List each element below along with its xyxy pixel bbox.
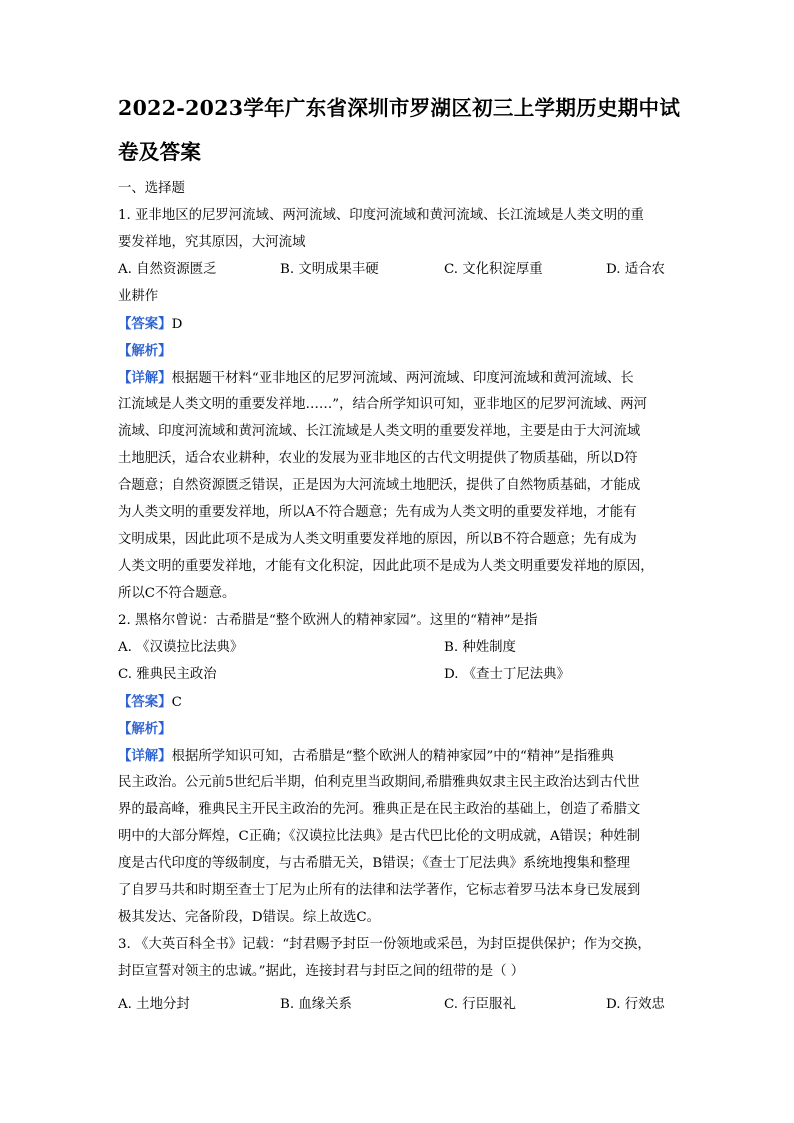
q1-detail-tag: 【详解】 — [118, 370, 172, 386]
q1-option-a: A. 自然资源匮乏 — [118, 262, 217, 277]
q1-detail-text-1: 根据题干材料“亚非地区的尼罗河流域、两河流域、印度河流域和黄河流域、长 — [171, 371, 634, 386]
q3-option-b: B. 血缘关系 — [280, 997, 352, 1012]
q2-stem-line-1: 2. 黑格尔曾说：古希腊是“整个欧洲人的精神家园”。这里的“精神”是指 — [118, 613, 538, 628]
q1-option-b: B. 文明成果丰硬 — [280, 262, 379, 277]
q1-answer-value: D — [171, 317, 183, 332]
q1-stem-line-1: 1. 亚非地区的尼罗河流域、两河流域、印度河流域和黄河流域、长江流域是人类文明的重 — [118, 208, 644, 223]
q3-option-c: C. 行臣服礼 — [444, 997, 516, 1012]
q2-answer-value: C — [171, 695, 182, 710]
q2-analysis-tag: 【解析】 — [118, 721, 172, 737]
q3-stem-line-2: 封臣宣誓对领主的忠诚。”据此，连接封君与封臣之间的纽带的是（ ） — [118, 964, 525, 979]
q2-detail-tag: 【详解】 — [118, 748, 172, 764]
q3-option-d: D. 行效忠 — [606, 997, 665, 1012]
q2-detail-line-7: 极其发达、完备阶段，D错误。综上故选C。 — [118, 910, 381, 925]
q1-answer — [118, 314, 182, 335]
q1-detail-line-8: 人类文明的重要发祥地，才能有文化积淀，因此此项不是成为人类文明重要发祥地的原因， — [118, 559, 654, 574]
q2-option-d: D. 《查士丁尼法典》 — [444, 667, 570, 682]
q1-detail-line-6: 为人类文明的重要发祥地，所以A不符合题意；先有成为人类文明的重要发祥地，才能有 — [118, 505, 637, 520]
q2-detail-line-3: 界的最高峰，雅典民主开民主政治的先河。雅典正是在民主政治的基础上，创造了希腊文 — [118, 802, 641, 817]
q1-analysis-tag: 【解析】 — [118, 343, 172, 359]
q2-option-a: A. 《汉谟拉比法典》 — [118, 640, 244, 655]
q1-detail-line-7: 文明成果，因此此项不是成为人类文明重要发祥地的原因，所以B不符合题意；先有成为 — [118, 532, 637, 547]
q1-stem-line-2: 要发祥地，究其原因，大河流域 — [118, 235, 306, 250]
q1-detail-line-2: 江流域是人类文明的重要发祥地……”，结合所学知识可知，亚非地区的尼罗河流域、两河 — [118, 397, 648, 412]
q1-detail-line-9: 所以C不符合题意。 — [118, 586, 236, 601]
section-heading: 一、选择题 — [118, 181, 185, 196]
q1-answer-tag: 【答案】 — [118, 316, 172, 332]
document-title-line-1: 2022-2023学年广东省深圳市罗湖区初三上学期历史期中试 — [118, 96, 681, 120]
q1-detail-line-5: 合题意；自然资源匮乏错误，正是因为大河流域土地肥沃，提供了自然物质基础，才能成 — [118, 478, 641, 493]
q1-option-c: C. 文化积淀厚重 — [444, 262, 543, 277]
q3-option-a: A. 土地分封 — [118, 997, 190, 1012]
q1-detail-line-1 — [118, 368, 634, 389]
q2-answer — [118, 692, 182, 713]
q1-detail-line-4: 土地肥沃，适合农业耕种，农业的发展为亚非地区的古代文明提供了物质基础，所以D符 — [118, 451, 638, 466]
q2-detail-line-4: 明中的大部分辉煌，C正确；《汉谟拉比法典》是古代巴比伦的文明成就，A错误；种姓制 — [118, 829, 641, 844]
document-title-line-2: 卷及答案 — [118, 140, 202, 164]
q3-stem-line-1: 3. 《大英百科全书》记载：“封君赐予封臣一份领地或采邑，为封臣提供保护；作为交换， — [118, 937, 651, 952]
q1-detail-line-3: 流域、印度河流域和黄河流域、长江流域是人类文明的重要发祥地，主要是由于大河流域 — [118, 424, 641, 439]
q1-option-wrap: 业耕作 — [118, 289, 159, 304]
q2-detail-line-5: 度是古代印度的等级制度，与古希腊无关，B错误；《查士丁尼法典》系统地搜集和整理 — [118, 856, 630, 871]
q2-detail-line-2: 民主政治。公元前5世纪后半期，伯利克里当政期间,希腊雅典奴隶主民主政治达到古代世 — [118, 775, 640, 790]
q2-answer-tag: 【答案】 — [118, 694, 172, 710]
q2-detail-text-1: 根据所学知识可知，古希腊是“整个欧洲人的精神家园”中的“精神”是指雅典 — [171, 749, 615, 764]
q2-detail-line-1 — [118, 746, 614, 767]
q2-option-c: C. 雅典民主政治 — [118, 667, 217, 682]
q2-option-b: B. 种姓制度 — [444, 640, 516, 655]
q2-detail-line-6: 了自罗马共和时期至查士丁尼为止所有的法律和法学著作，它标志着罗马法本身已发展到 — [118, 883, 641, 898]
q1-option-d: D. 适合农 — [606, 262, 665, 277]
